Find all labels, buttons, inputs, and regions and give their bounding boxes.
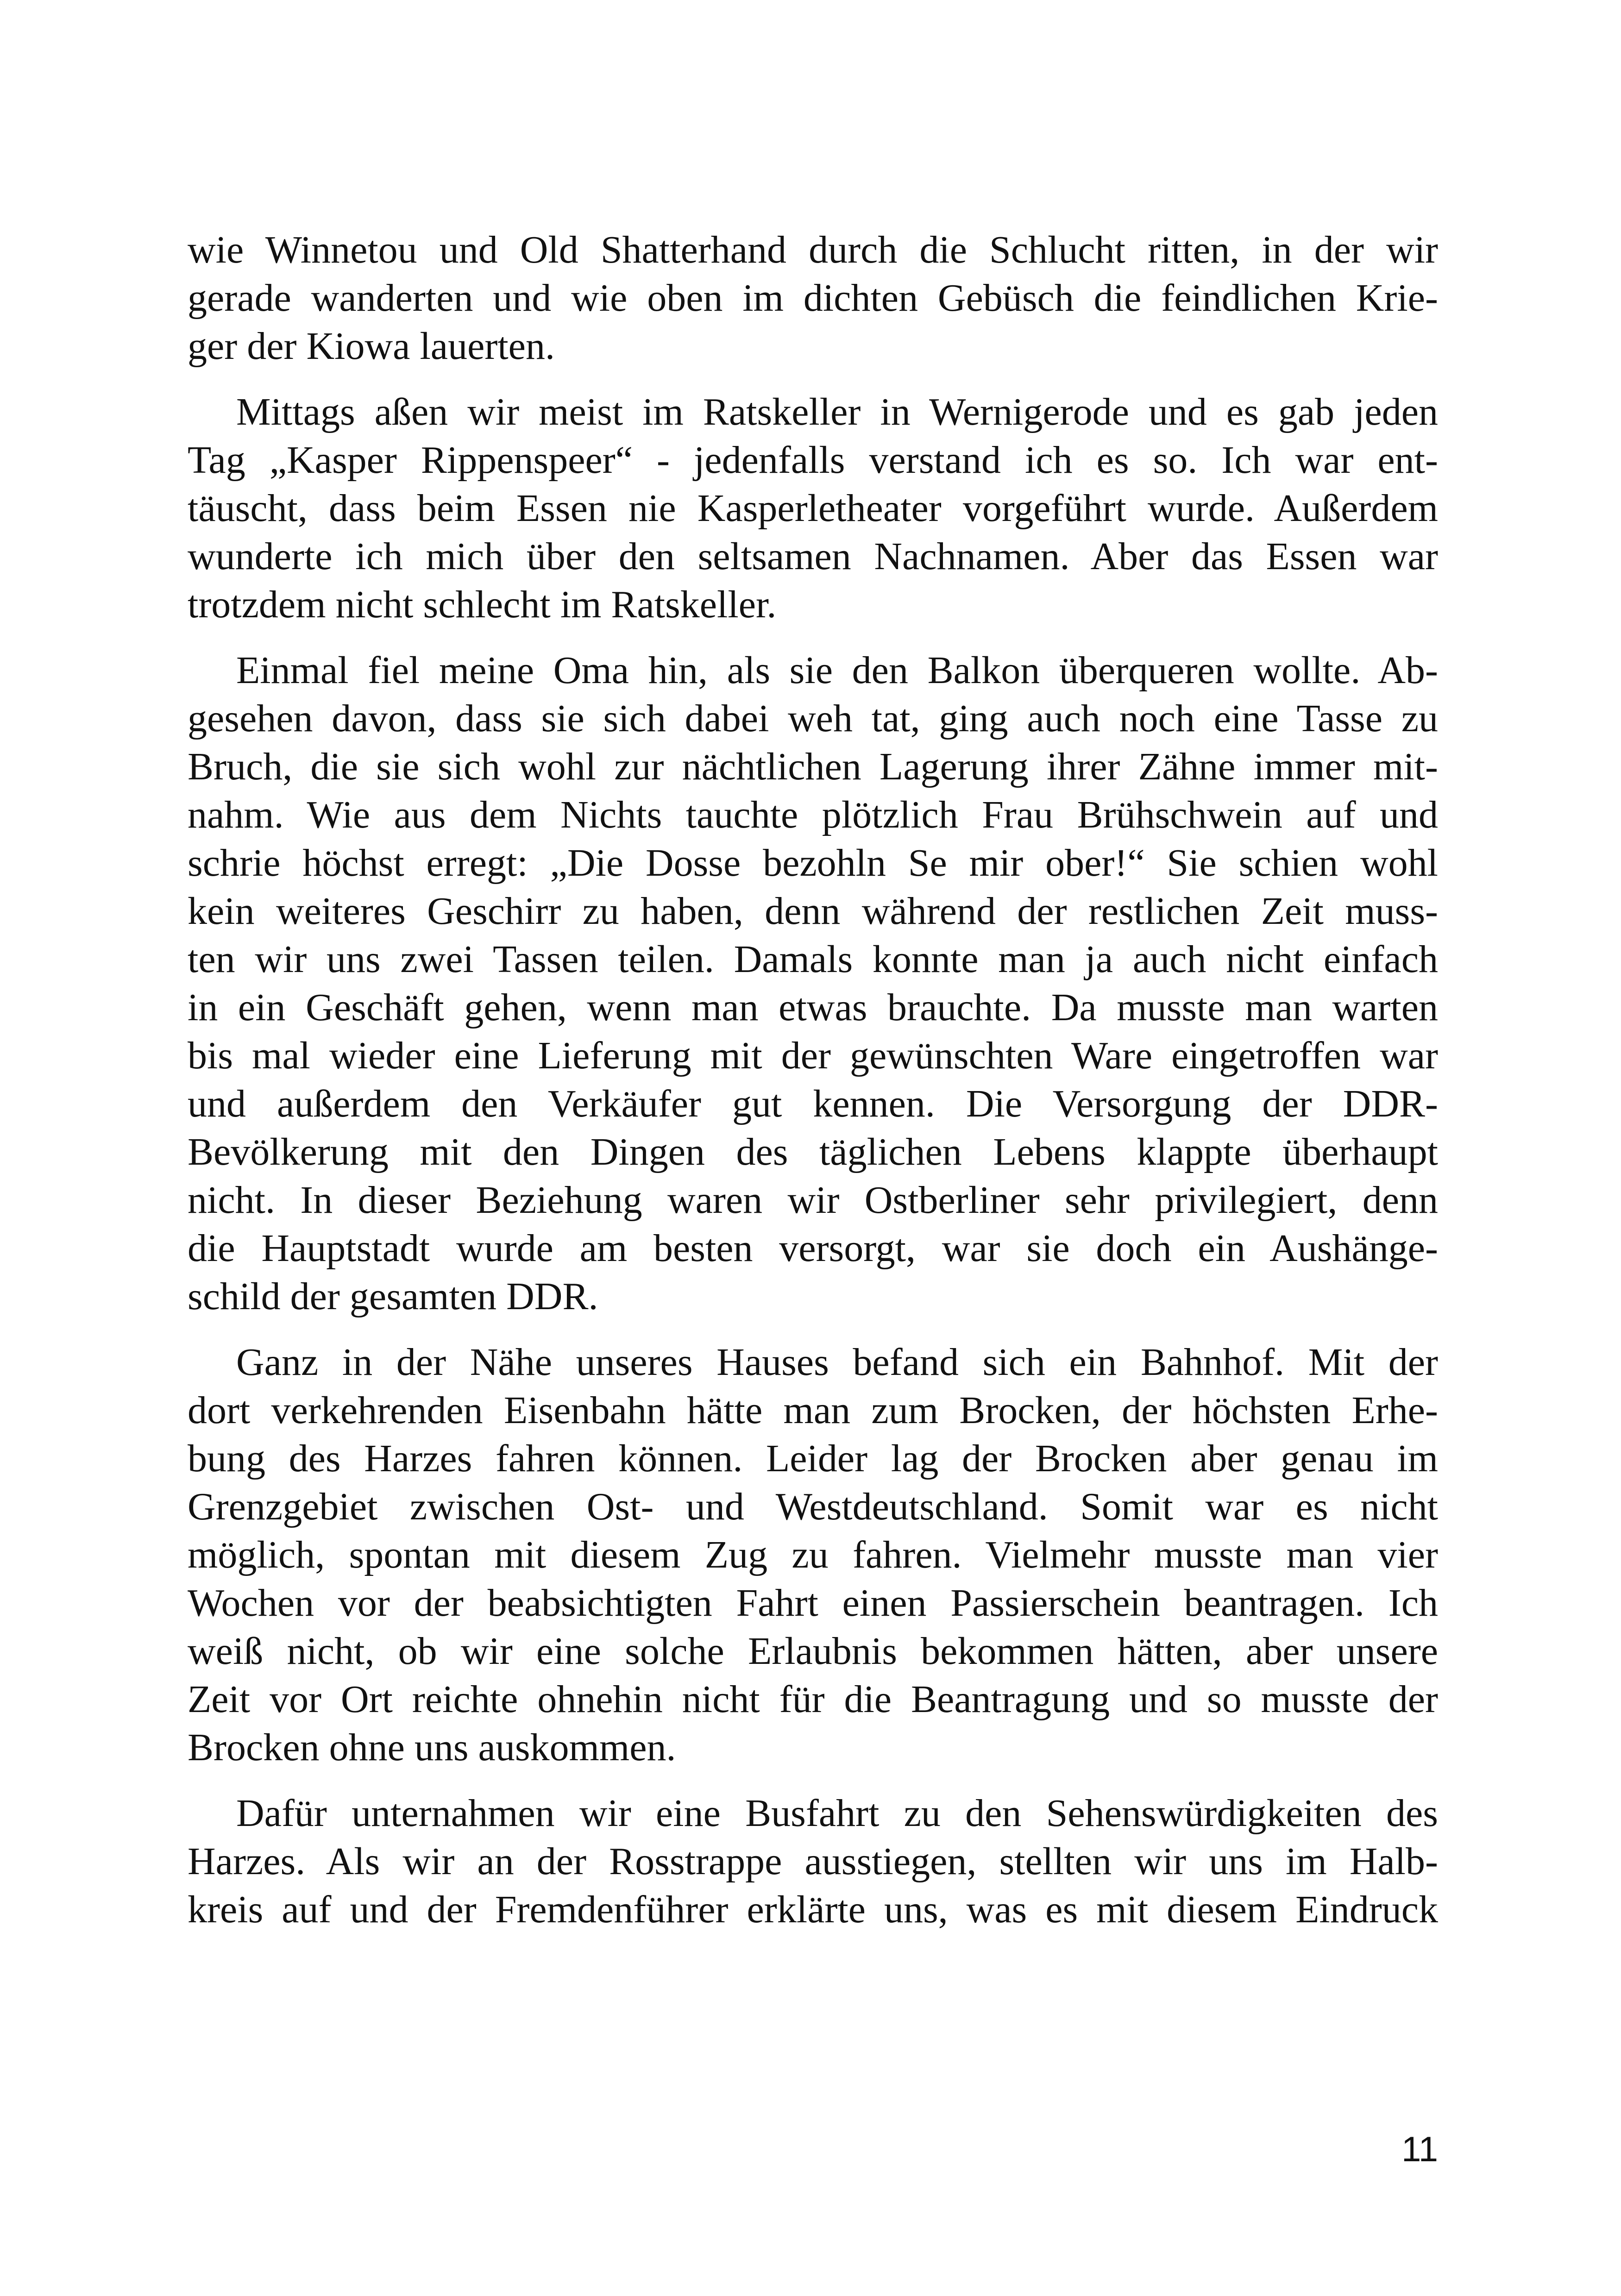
text-line: täuscht, dass beim Essen nie Kasperletheater vorgeführt wurde. Außerdem xyxy=(188,487,1438,530)
text-line: ten wir uns zwei Tassen teilen. Damals konnte man ja auch nicht einfach xyxy=(188,938,1438,981)
text-line: möglich, spontan mit diesem Zug zu fahren. Vielmehr musste man vier xyxy=(188,1533,1438,1576)
paragraph-2 xyxy=(188,388,1438,629)
text-line: schild der gesamten DDR. xyxy=(188,1275,598,1318)
text-line: schrie höchst erregt: „Die Dosse bezohln Se mir ober!“ Sie schien wohl xyxy=(188,841,1438,885)
text-line: Grenzgebiet zwischen Ost- und Westdeutschland. Somit war es nicht xyxy=(188,1485,1438,1528)
text-line: bis mal wieder eine Lieferung mit der gewünschten Ware eingetroffen war xyxy=(188,1034,1438,1077)
paragraph-4 xyxy=(188,1338,1438,1772)
text-line: Zeit vor Ort reichte ohnehin nicht für die Beantragung und so musste der xyxy=(188,1678,1438,1721)
text-line: Ganz in der Nähe unseres Hauses befand sich ein Bahnhof. Mit der xyxy=(236,1341,1438,1384)
text-line: wunderte ich mich über den seltsamen Nachnamen. Aber das Essen war xyxy=(188,535,1438,578)
text-line: Wochen vor der beabsichtigten Fahrt einen Passierschein beantragen. Ich xyxy=(188,1581,1438,1625)
text-line: kreis auf und der Fremdenführer erklärte uns, was es mit diesem Eindruck xyxy=(188,1888,1438,1931)
text-line: nicht. In dieser Beziehung waren wir Ostberliner sehr privilegiert, denn xyxy=(188,1179,1438,1222)
text-line: und außerdem den Verkäufer gut kennen. Die Versorgung der DDR- xyxy=(188,1082,1438,1125)
page-body xyxy=(188,226,1438,1951)
text-line: dort verkehrenden Eisenbahn hätte man zum Brocken, der höchsten Erhe- xyxy=(188,1389,1438,1432)
text-line: Einmal fiel meine Oma hin, als sie den Balkon überqueren wollte. Ab- xyxy=(236,649,1438,692)
text-line: die Hauptstadt wurde am besten versorgt, war sie doch ein Aushänge- xyxy=(188,1227,1438,1270)
page-number: 11 xyxy=(1401,2130,1438,2169)
text-line: Bevölkerung mit den Dingen des täglichen Lebens klappte überhaupt xyxy=(188,1130,1438,1173)
text-line: gesehen davon, dass sie sich dabei weh tat, ging auch noch eine Tasse zu xyxy=(188,697,1438,740)
text-line: ger der Kiowa lauerten. xyxy=(188,325,555,368)
text-line: wie Winnetou und Old Shatterhand durch die Schlucht ritten, in der wir xyxy=(188,228,1438,271)
text-line: bung des Harzes fahren können. Leider lag der Brocken aber genau im xyxy=(188,1437,1438,1480)
paragraph-5 xyxy=(188,1789,1438,1934)
text-line: trotzdem nicht schlecht im Ratskeller. xyxy=(188,583,777,626)
text-line: kein weiteres Geschirr zu haben, denn während der restlichen Zeit muss- xyxy=(188,890,1438,933)
text-line: Tag „Kasper Rippenspeer“ - jedenfalls verstand ich es so. Ich war ent- xyxy=(188,439,1438,482)
text-line: Mittags aßen wir meist im Ratskeller in Wernigerode und es gab jeden xyxy=(236,390,1438,433)
paragraph-1 xyxy=(188,226,1438,370)
text-line: weiß nicht, ob wir eine solche Erlaubnis bekommen hätten, aber unsere xyxy=(188,1630,1438,1673)
text-line: in ein Geschäft gehen, wenn man etwas brauchte. Da musste man warten xyxy=(188,986,1438,1029)
paragraph-3 xyxy=(188,646,1438,1321)
text-line: nahm. Wie aus dem Nichts tauchte plötzlich Frau Brühschwein auf und xyxy=(188,793,1438,836)
text-line: Harzes. Als wir an der Rosstrappe ausstiegen, stellten wir uns im Halb- xyxy=(188,1840,1438,1883)
text-line: gerade wanderten und wie oben im dichten Gebüsch die feindlichen Krie- xyxy=(188,276,1438,320)
text-line: Dafür unternahmen wir eine Busfahrt zu den Sehenswürdigkeiten des xyxy=(236,1792,1438,1835)
text-line: Brocken ohne uns auskommen. xyxy=(188,1726,676,1769)
text-line: Bruch, die sie sich wohl zur nächtlichen Lagerung ihrer Zähne immer mit- xyxy=(188,745,1438,788)
